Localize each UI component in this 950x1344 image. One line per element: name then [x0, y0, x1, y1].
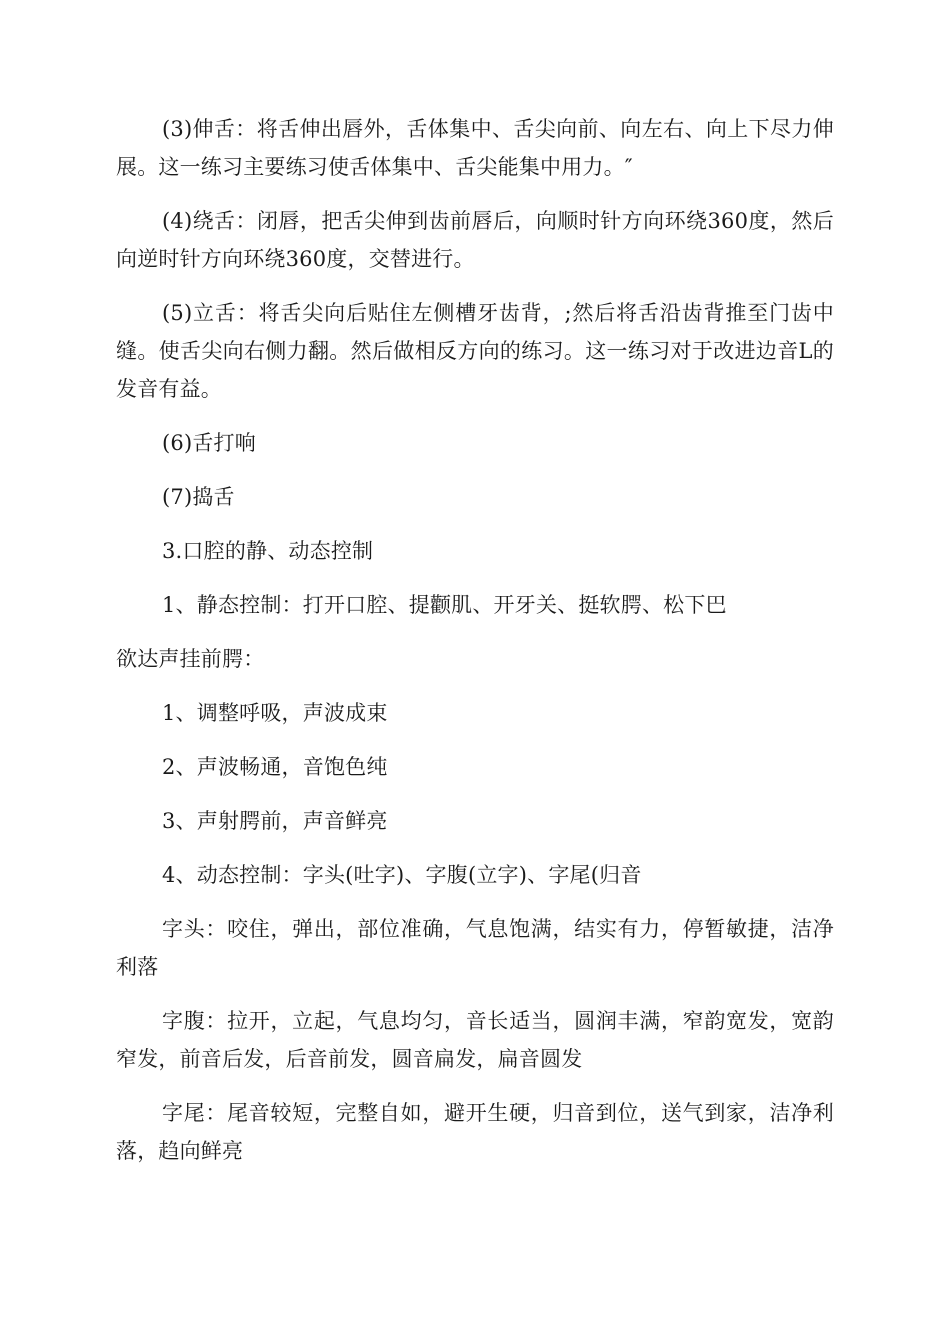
paragraph-dynamic-control: 4、动态控制：字头(吐字)、字腹(立字)、字尾(归音: [162, 863, 642, 887]
paragraph-circle-tongue: (4)绕舌：闭唇，把舌尖伸到齿前唇后，向顺时针方向环绕360度，然后向逆时针方向环绕360度，交替进行。: [116, 209, 834, 271]
paragraph-stretch-tongue: (3)伸舌：将舌伸出唇外，舌体集中、舌尖向前、向左右、向上下尽力伸展。这一练习主要练习使舌体集中、舌尖能集中用力。″: [116, 117, 834, 179]
document-page: [116, 110, 834, 1170]
paragraph-static-control: 1、静态控制：打开口腔、提颧肌、开牙关、挺软腭、松下巴: [162, 593, 727, 617]
section-heading-oral-control: 3.口腔的静、动态控制: [162, 539, 374, 563]
paragraph-stand-tongue: (5)立舌：将舌尖向后贴住左侧槽牙齿背，;然后将舌沿齿背推至门齿中缝。使舌尖向右侧力翻。然后做相反方向的练习。这一练习对于改进边音L的发音有益。: [116, 301, 834, 401]
paragraph-front-palate: 欲达声挂前腭：: [116, 647, 265, 671]
list-item-breathing: 1、调整呼吸，声波成束: [162, 701, 388, 725]
paragraph-tongue-click: (6)舌打响: [162, 431, 256, 455]
paragraph-syllable-tail: 字尾：尾音较短，完整自如，避开生硬，归音到位，送气到家，洁净利落，趋向鲜亮: [116, 1101, 834, 1163]
paragraph-syllable-head: 字头：咬住，弹出，部位准确，气息饱满，结实有力，停暂敏捷，洁净利落: [116, 917, 834, 979]
paragraph-syllable-belly: 字腹：拉开，立起，气息均匀，音长适当，圆润丰满，窄韵宽发，宽韵窄发，前音后发，后音前发，圆音扁发，扁音圆发: [116, 1009, 834, 1071]
list-item-sound-wave: 2、声波畅通，音饱色纯: [162, 755, 388, 779]
list-item-front-palate: 3、声射腭前，声音鲜亮: [162, 809, 388, 833]
paragraph-pound-tongue: (7)捣舌: [162, 485, 235, 509]
